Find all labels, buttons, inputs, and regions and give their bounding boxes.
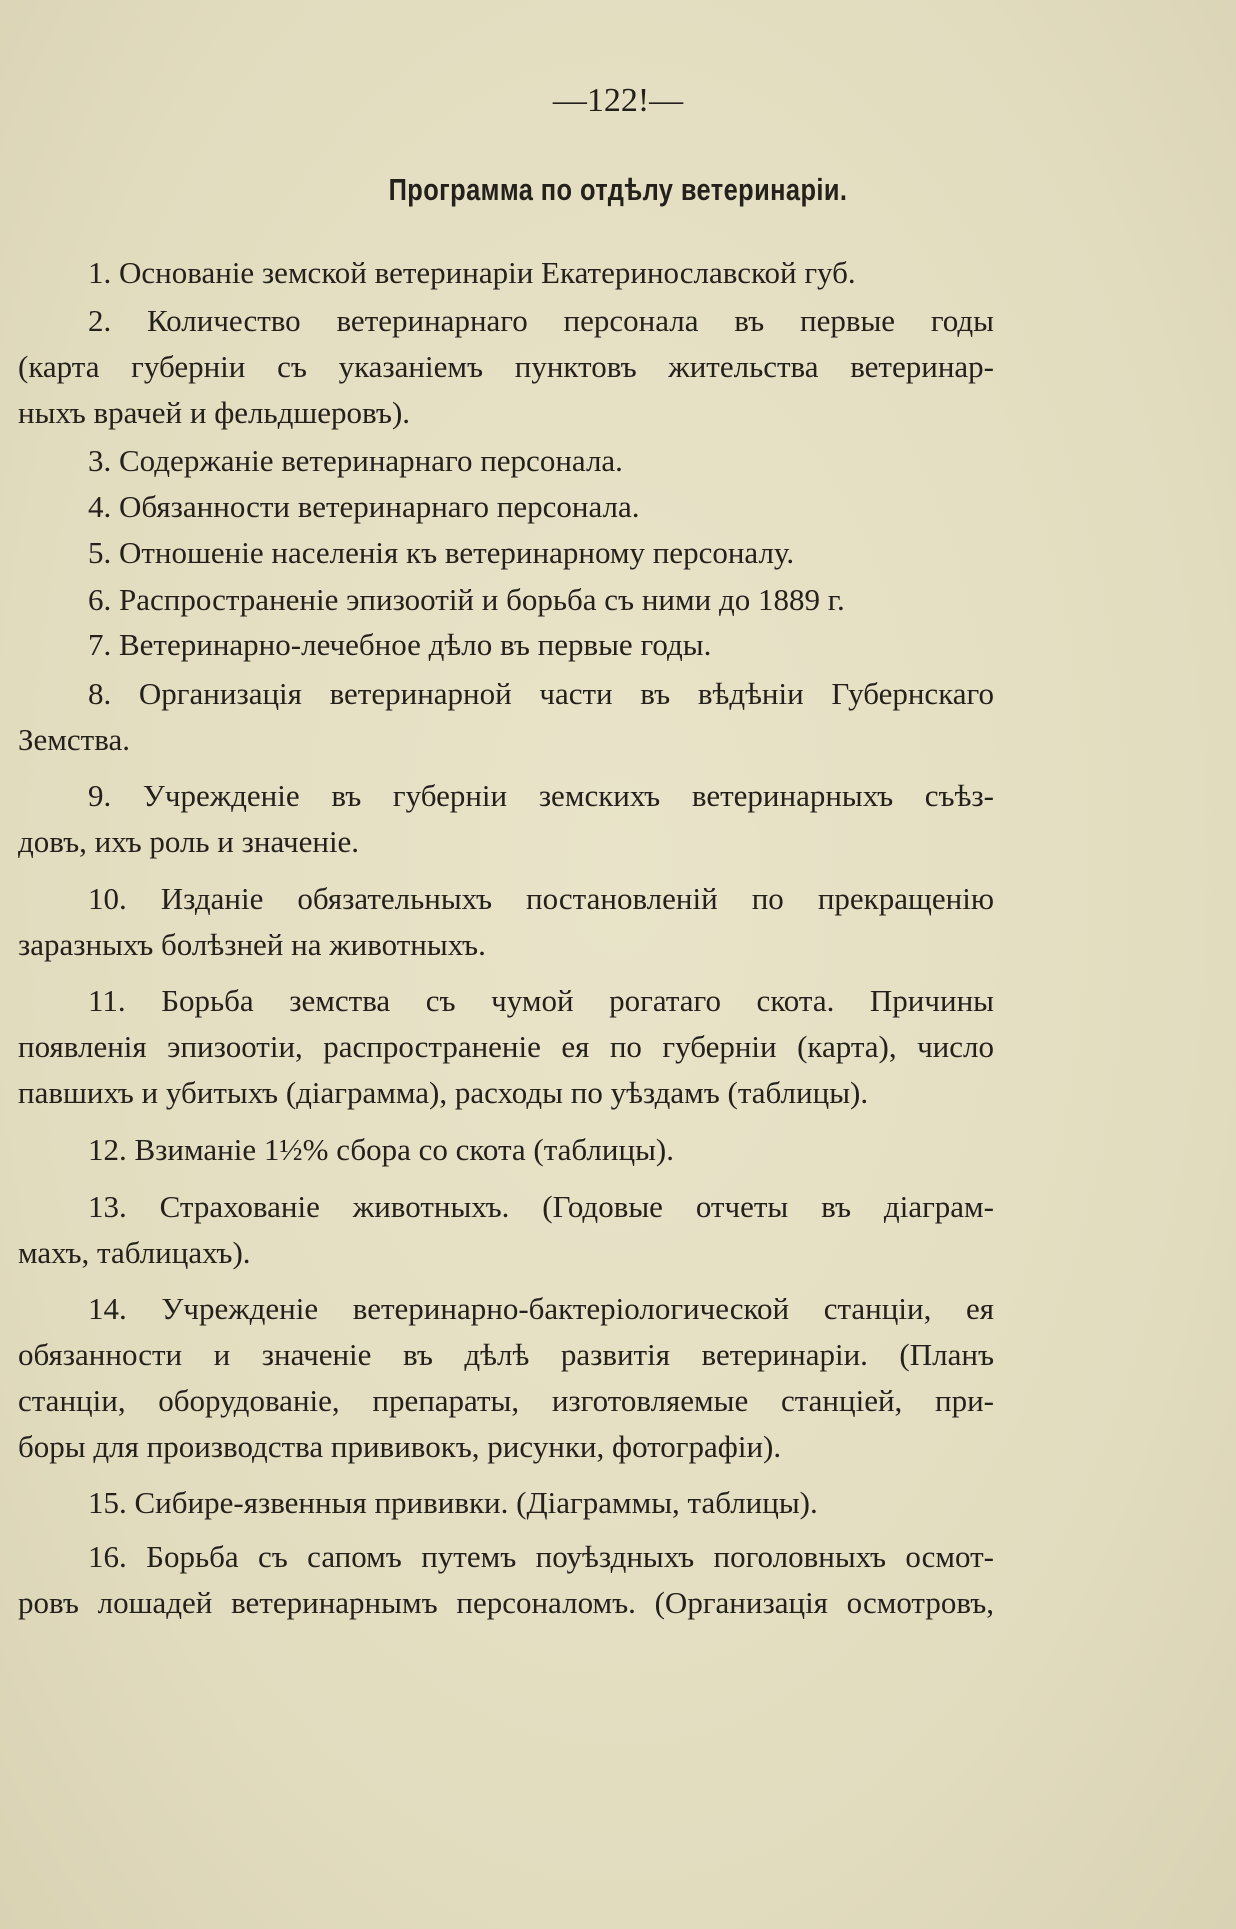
list-item	[18, 622, 994, 668]
text-line: 9. Учрежденіе въ губерніи земскихъ ветеринарныхъ съѣз-	[88, 778, 994, 813]
text-line: 5. Отношеніе населенія къ ветеринарному персоналу.	[88, 535, 795, 570]
list-item	[18, 1286, 994, 1470]
text-line: 7. Ветеринарно-лечебное дѣло въ первые годы.	[88, 627, 712, 662]
text-line: 1. Основаніе земской ветеринаріи Екатеринославской губ.	[88, 255, 856, 290]
list-item	[18, 978, 994, 1116]
list-item	[18, 671, 994, 763]
text-line: Земства.	[18, 722, 130, 757]
list-item	[18, 438, 994, 484]
list-item	[18, 1480, 994, 1526]
text-line: 14. Учрежденіе ветеринарно-бактеріологической станціи, ея	[88, 1291, 994, 1326]
text-line: 16. Борьба съ сапомъ путемъ поуѣздныхъ поголовныхъ осмот-	[88, 1539, 994, 1574]
section-title: Программа по отдѣлу ветеринаріи.	[388, 172, 848, 207]
text-line: 15. Сибире-язвенныя прививки. (Діаграммы, таблицы).	[88, 1485, 818, 1520]
list-item	[18, 773, 994, 865]
text-line: боры для производства прививокъ, рисунки, фотографіи).	[18, 1429, 782, 1464]
text-line: 2. Количество ветеринарнаго персонала въ первые годы	[88, 303, 994, 338]
text-line: 3. Содержаніе ветеринарнаго персонала.	[88, 443, 623, 478]
list-item	[18, 298, 994, 436]
text-line: ныхъ врачей и фельдшеровъ).	[18, 395, 411, 430]
text-line: 6. Распространеніе эпизоотій и борьба съ ними до 1889 г.	[88, 582, 845, 617]
list-item	[18, 577, 994, 623]
list-item	[18, 1534, 994, 1626]
text-line: павшихъ и убитыхъ (діаграмма), расходы по уѣздамъ (таблицы).	[18, 1075, 869, 1110]
list-item	[18, 484, 994, 530]
text-line: 13. Страхованіе животныхъ. (Годовые отчеты въ діаграм-	[88, 1189, 994, 1224]
list-item	[18, 1184, 994, 1276]
text-line: заразныхъ болѣзней на животныхъ.	[18, 927, 486, 962]
text-line: (карта губерніи съ указаніемъ пунктовъ жительства ветеринар-	[18, 349, 994, 384]
page-number: —122!—	[552, 82, 684, 119]
text-line: 12. Взиманіе 1½% сбора со скота (таблицы).	[88, 1132, 674, 1167]
text-line: 8. Организація ветеринарной части въ вѣдѣніи Губернскаго	[88, 676, 994, 711]
text-line: 11. Борьба земства съ чумой рогатаго скота. Причины	[88, 983, 994, 1018]
text-line: 10. Изданіе обязательныхъ постановленій по прекращенію	[88, 881, 994, 916]
list-item	[18, 1127, 994, 1173]
list-item	[18, 876, 994, 968]
text-line: 4. Обязанности ветеринарнаго персонала.	[88, 489, 640, 524]
text-line: станціи, оборудованіе, препараты, изготовляемые станціей, при-	[18, 1383, 994, 1418]
list-item	[18, 530, 994, 576]
text-line: махъ, таблицахъ).	[18, 1235, 251, 1270]
list-item	[18, 250, 994, 296]
text-line: появленія эпизоотіи, распространеніе ея по губерніи (карта), число	[18, 1029, 994, 1064]
text-line: ровъ лошадей ветеринарнымъ персоналомъ. (Организація осмотровъ,	[18, 1585, 994, 1620]
text-line: обязанности и значеніе въ дѣлѣ развитія ветеринаріи. (Планъ	[18, 1337, 994, 1372]
text-line: довъ, ихъ роль и значеніе.	[18, 824, 360, 859]
